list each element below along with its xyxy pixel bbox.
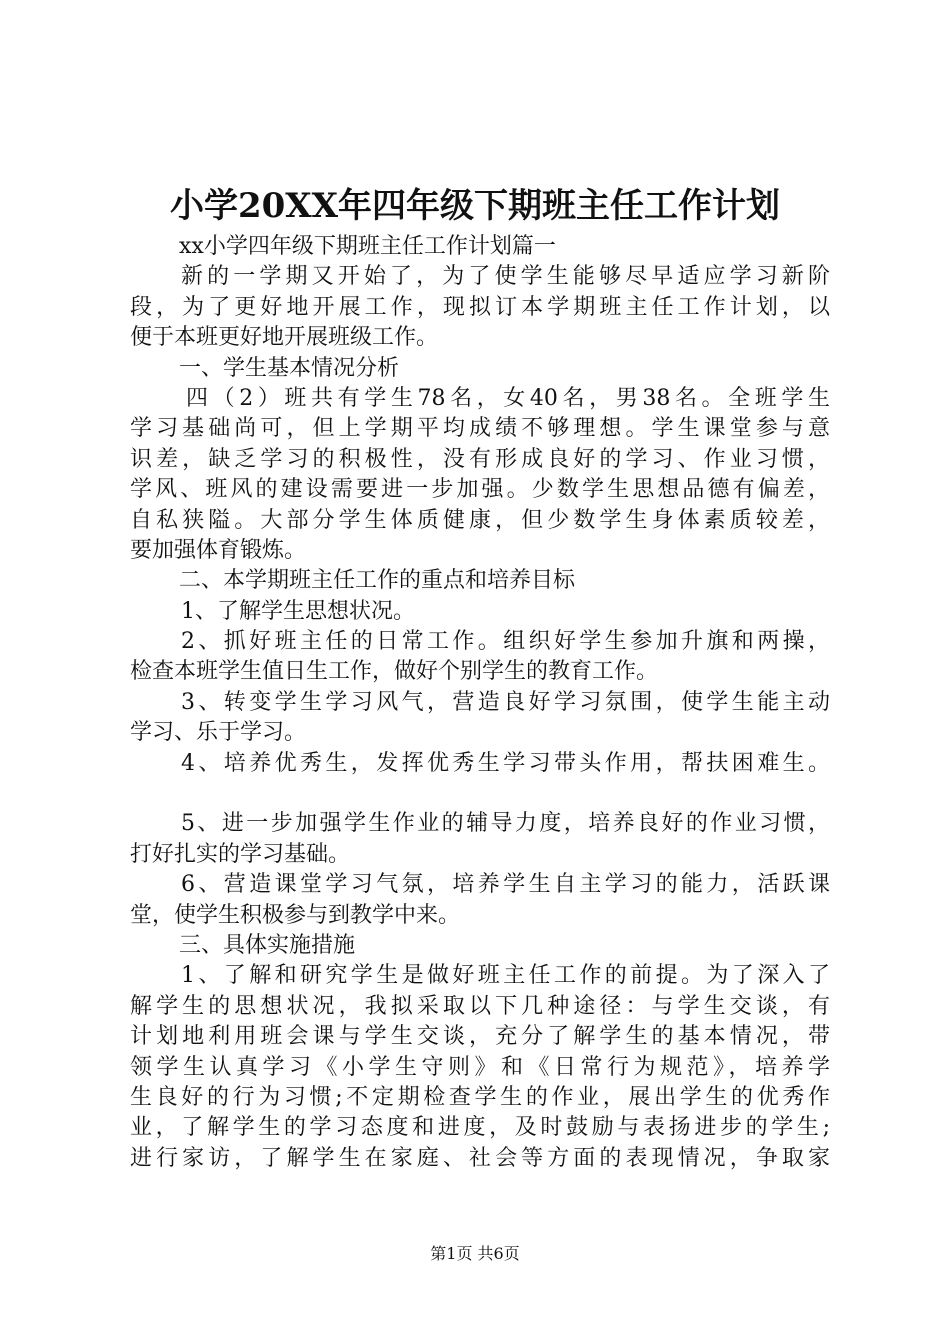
paragraph-line: 6、营造课堂学习气氛，培养学生自主学习的能力，活跃课 (181, 872, 830, 898)
paragraph-line: 新的一学期又开始了，为了使学生能够尽早适应学习新阶 (181, 264, 830, 290)
paragraph-line: 1、了解和研究学生是做好班主任工作的前提。为了深入了 (181, 963, 830, 989)
paragraph-line: 要加强体育锻炼。 (130, 537, 307, 563)
paragraph-line: 领学生认真学习《小学生守则》和《日常行为规范》，培养学 (130, 1054, 830, 1080)
paragraph-line: 四（2）班共有学生78名，女40名，男38名。全班学生 (186, 385, 830, 411)
paragraph-line: 4、培养优秀生，发挥优秀生学习带头作用，帮扶困难生。 (181, 750, 830, 776)
paragraph-line: 识差，缺乏学习的积极性，没有形成良好的学习、作业习惯， (130, 446, 830, 472)
paragraph-line: 生良好的行为习惯;不定期检查学生的作业，展出学生的优秀作 (130, 1084, 830, 1110)
paragraph-line: 计划地利用班会课与学生交谈，充分了解学生的基本情况，带 (130, 1024, 830, 1050)
document-body (130, 232, 830, 1174)
paragraph-line: 业，了解学生的学习态度和进度，及时鼓励与表扬进步的学生; (130, 1115, 830, 1141)
paragraph-line: 进行家访，了解学生在家庭、社会等方面的表现情况，争取家 (130, 1145, 830, 1171)
paragraph-line: 3、转变学生学习风气，营造良好学习氛围，使学生能主动 (181, 689, 830, 715)
paragraph-line: 三、具体实施措施 (179, 932, 356, 958)
paragraph-line: xx小学四年级下期班主任工作计划篇一 (179, 234, 556, 259)
paragraph-line: 自私狭隘。大部分学生体质健康，但少数学生身体素质较差， (130, 507, 830, 533)
paragraph-line: 5、进一步加强学生作业的辅导力度，培养良好的作业习惯， (181, 811, 830, 837)
paragraph-line: 学习、乐于学习。 (130, 720, 307, 746)
document-title: 小学20XX年四年级下期班主任工作计划 (169, 186, 781, 226)
paragraph-line: 打好扎实的学习基础。 (130, 841, 351, 867)
paragraph-line: 堂，使学生积极参与到教学中来。 (130, 902, 461, 928)
paragraph-line: 2、抓好班主任的日常工作。组织好学生参加升旗和两操， (181, 629, 830, 655)
page-footer: 第1页 共6页 (430, 1244, 520, 1263)
paragraph-line: 解学生的思想状况，我拟采取以下几种途径：与学生交谈，有 (130, 993, 830, 1019)
paragraph-line: 学习基础尚可，但上学期平均成绩不够理想。学生课堂参与意 (130, 416, 830, 442)
paragraph-line: 便于本班更好地开展班级工作。 (130, 325, 439, 351)
paragraph-line: 1、了解学生思想状况。 (181, 598, 415, 624)
paragraph-line: 学风、班风的建设需要进一步加强。少数学生思想品德有偏差， (130, 477, 830, 503)
paragraph-line: 一、学生基本情况分析 (179, 355, 400, 381)
paragraph-line: 二、本学期班主任工作的重点和培养目标 (179, 568, 576, 594)
paragraph-line: 段，为了更好地开展工作，现拟订本学期班主任工作计划，以 (130, 294, 830, 320)
blank-line (130, 779, 830, 809)
paragraph-line: 检查本班学生值日生工作，做好个别学生的教育工作。 (130, 659, 659, 685)
